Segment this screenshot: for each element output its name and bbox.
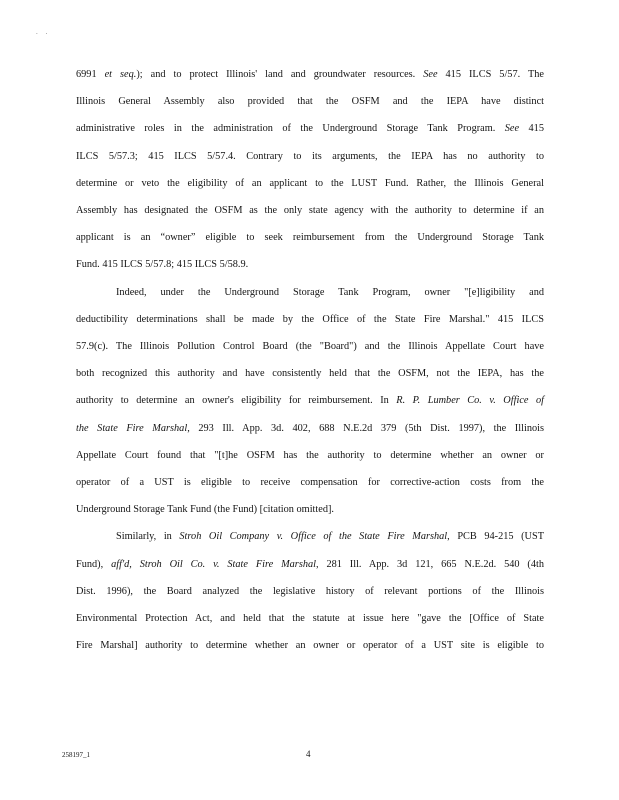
text-line: applicant is an “owner” eligible to seek reimbursement from the Underground Storage Tank bbox=[76, 232, 544, 244]
text-line: Illinois General Assembly also provided that the OSFM and the IEPA have distinct bbox=[76, 96, 544, 108]
document-id: 258197_1 bbox=[62, 751, 90, 759]
italic-citation: et seq. bbox=[104, 69, 137, 80]
text-line: Appellate Court found that "[t]he OSFM has the authority to determine whether an owner or bbox=[76, 449, 544, 461]
page-number: 4 bbox=[306, 749, 311, 759]
italic-citation: the State Fire Marshal bbox=[76, 422, 188, 434]
italic-citation: See bbox=[504, 123, 520, 135]
text-line: determine or veto the eligibility of an applicant to the LUST Fund. Rather, the Illinois General bbox=[76, 177, 544, 189]
italic-citation: See bbox=[423, 69, 438, 80]
text-line: Underground Storage Tank Fund (the Fund) [citation omitted]. bbox=[76, 504, 334, 516]
text-line: deductibility determinations shall be made by the Office of the State Fire Marshal." 415 ILCS bbox=[76, 313, 544, 325]
italic-citation: Stroh Oil Company v. Office of the State Fire Marshal bbox=[179, 531, 448, 543]
text-line: operator of a UST is eligible to receive compensation for corrective-action costs from the bbox=[76, 477, 544, 488]
text-line: ILCS 5/57.3; 415 ILCS 5/57.4. Contrary to its arguments, the IEPA has no authority to bbox=[76, 150, 544, 162]
text-line: Fund), aff'd, Stroh Oil Co. v. State Fire Marshal, 281 Ill. App. 3d 121, 665 N.E.2d. 540 (4th bbox=[76, 558, 544, 570]
corner-mark: . . bbox=[36, 28, 51, 36]
text-line: the State Fire Marshal, 293 Ill. App. 3d. 402, 688 N.E.2d 379 (5th Dist. 1997), the Illinois bbox=[76, 422, 544, 434]
text-line: Fire Marshal] authority to determine whether an owner or operator of a UST site is eligible to bbox=[76, 640, 544, 652]
text-line: Indeed, under the Underground Storage Tank Program, owner "[e]ligibility and bbox=[116, 286, 544, 298]
text-line: administrative roles in the administration of the Underground Storage Tank Program. See 415 bbox=[76, 123, 544, 135]
text-line: 6991 et seq.); and to protect Illinois' land and groundwater resources. See 415 ILCS 5/57. The bbox=[76, 69, 544, 80]
text-line: Environmental Protection Act, and held that the statute at issue here "gave the [Office of State bbox=[76, 613, 544, 624]
text-line: Fund. 415 ILCS 5/57.8; 415 ILCS 5/58.9. bbox=[76, 259, 249, 271]
text-line: authority to determine an owner's eligibility for reimbursement. In R. P. Lumber Co. v. Office of bbox=[76, 395, 544, 407]
text-line: 57.9(c). The Illinois Pollution Control Board (the "Board") and the Illinois Appellate Court have bbox=[76, 341, 544, 352]
italic-citation: aff'd, Stroh Oil Co. v. State Fire Marshal bbox=[111, 558, 316, 570]
text-line: Dist. 1996), the Board analyzed the legislative history of relevant portions of the Illinois bbox=[76, 585, 544, 597]
text-line: Assembly has designated the OSFM as the only state agency with the authority to determine if an bbox=[76, 205, 544, 216]
italic-citation: R. P. Lumber Co. v. Office of bbox=[396, 395, 544, 407]
text-line: Similarly, in Stroh Oil Company v. Office of the State Fire Marshal, PCB 94-215 (UST bbox=[116, 531, 545, 543]
text-line: both recognized this authority and have consistently held that the OSFM, not the IEPA, has the bbox=[76, 368, 544, 380]
